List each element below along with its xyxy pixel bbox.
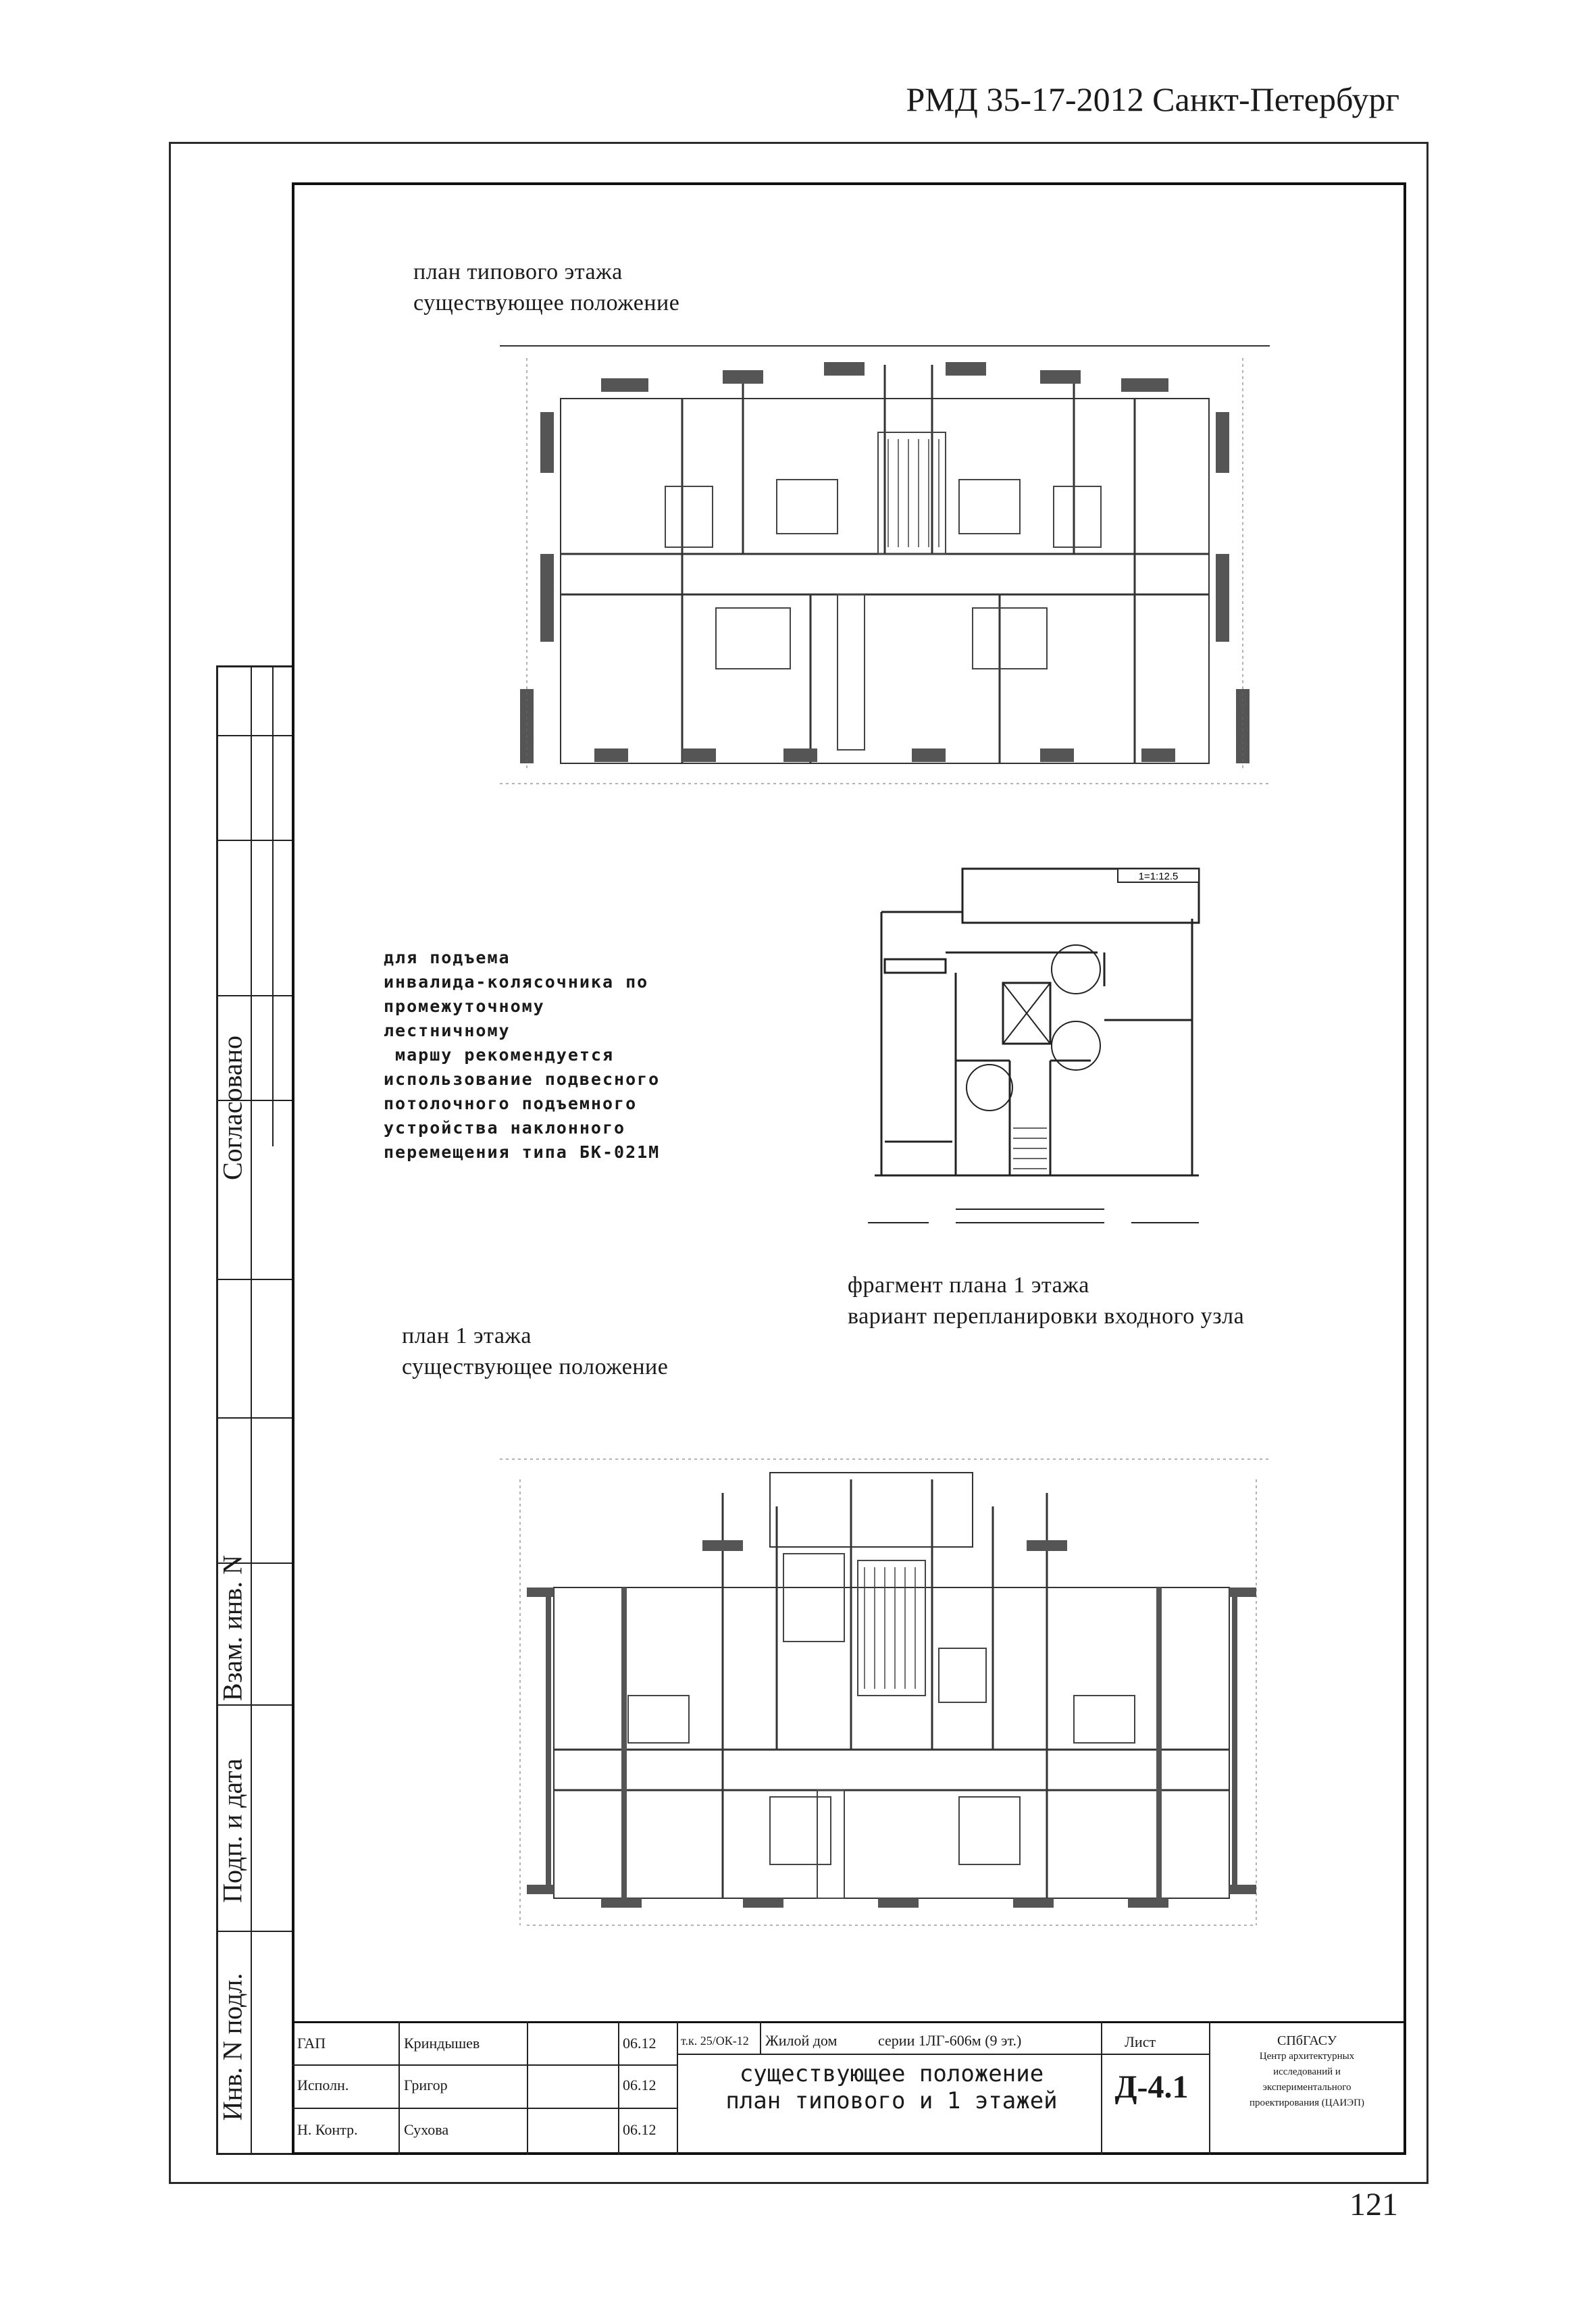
title-block-divider: [527, 2021, 528, 2155]
fragment-scale-label: 1=1:12.5: [1138, 871, 1179, 882]
title-block-divider: [398, 2021, 400, 2155]
note-line: лестничному: [384, 1021, 511, 1040]
org-line: экспериментального: [1262, 2082, 1352, 2093]
fragment-caption-line2: вариант перепланировки входного узла: [848, 1304, 1245, 1329]
side-divider: [272, 667, 274, 1146]
note-line: маршу рекомендуется: [384, 1045, 615, 1065]
page-number: 121: [1349, 2187, 1398, 2222]
signer-role: Исполн.: [297, 2077, 349, 2093]
org-line: проектирования (ЦАИЭП): [1249, 2098, 1364, 2108]
signer-role: ГАП: [297, 2035, 326, 2052]
organization-stamp: [1209, 2033, 1405, 2111]
note-line: инвалида-колясочника по: [384, 972, 649, 992]
object-name: Жилой дом: [765, 2032, 838, 2049]
building-series: серии 1ЛГ-606м (9 эт.): [878, 2032, 1022, 2049]
first-floor-plan-title: [402, 1321, 668, 1383]
typical-plan-title-line2: существующее положение: [413, 290, 680, 315]
note-line: перемещения типа БК-021М: [384, 1142, 661, 1162]
side-divider: [218, 1417, 292, 1419]
signer-role: Н. Контр.: [297, 2121, 358, 2138]
signer-name: Григор: [404, 2077, 448, 2093]
org-line: исследований и: [1273, 2066, 1341, 2077]
title-block-divider: [677, 2021, 678, 2155]
side-divider: [218, 1279, 292, 1280]
side-divider: [218, 1931, 292, 1932]
note-line: использование подвесного: [384, 1069, 661, 1089]
note-line: устройства наклонного: [384, 1118, 626, 1138]
sign-date: 06.12: [623, 2121, 657, 2138]
sheet-label: Лист: [1125, 2033, 1156, 2050]
typical-floor-plan: [500, 338, 1270, 797]
fragment-caption-line1: фрагмент плана 1 этажа: [848, 1273, 1089, 1298]
first-floor-title-line2: существующее положение: [402, 1354, 669, 1379]
sheet-title: [682, 2060, 1101, 2114]
document-code: РМД 35-17-2012 Санкт-Петербург: [906, 80, 1399, 118]
org-line: СПбГАСУ: [1277, 2033, 1337, 2048]
org-line: Центр архитектурных: [1259, 2051, 1355, 2062]
side-stamp: [216, 665, 292, 2155]
title-block-divider: [618, 2021, 619, 2155]
sign-date: 06.12: [623, 2035, 657, 2052]
title-block-divider: [760, 2021, 761, 2054]
sheet-title-line2: план типового и 1 этажей: [725, 2087, 1058, 2114]
sign-date: 06.12: [623, 2077, 657, 2093]
typical-plan-title: [413, 257, 679, 319]
side-divider: [218, 995, 292, 996]
typical-plan-title-line1: план типового этажа: [413, 259, 623, 284]
sheet-code: Д-4.1: [1114, 2069, 1189, 2105]
wheelchair-lift-note: [384, 946, 660, 1165]
side-divider: [218, 840, 292, 841]
fragment-caption: [848, 1270, 1244, 1332]
first-floor-plan: [500, 1452, 1270, 1939]
note-line: для подъема: [384, 948, 511, 967]
order-number: т.к. 25/ОК-12: [681, 2034, 749, 2048]
signer-name: Сухова: [404, 2121, 449, 2138]
note-line: потолочного подъемного: [384, 1094, 638, 1113]
side-divider: [218, 1704, 292, 1706]
side-divider: [218, 735, 292, 736]
note-line: промежуточному: [384, 996, 545, 1016]
title-block-divider: [677, 2054, 1209, 2055]
sheet-title-line1: существующее положение: [739, 2060, 1044, 2087]
signer-name: Криндышев: [404, 2035, 480, 2052]
first-floor-title-line1: план 1 этажа: [402, 1323, 532, 1348]
entrance-fragment-plan: [848, 858, 1209, 1243]
